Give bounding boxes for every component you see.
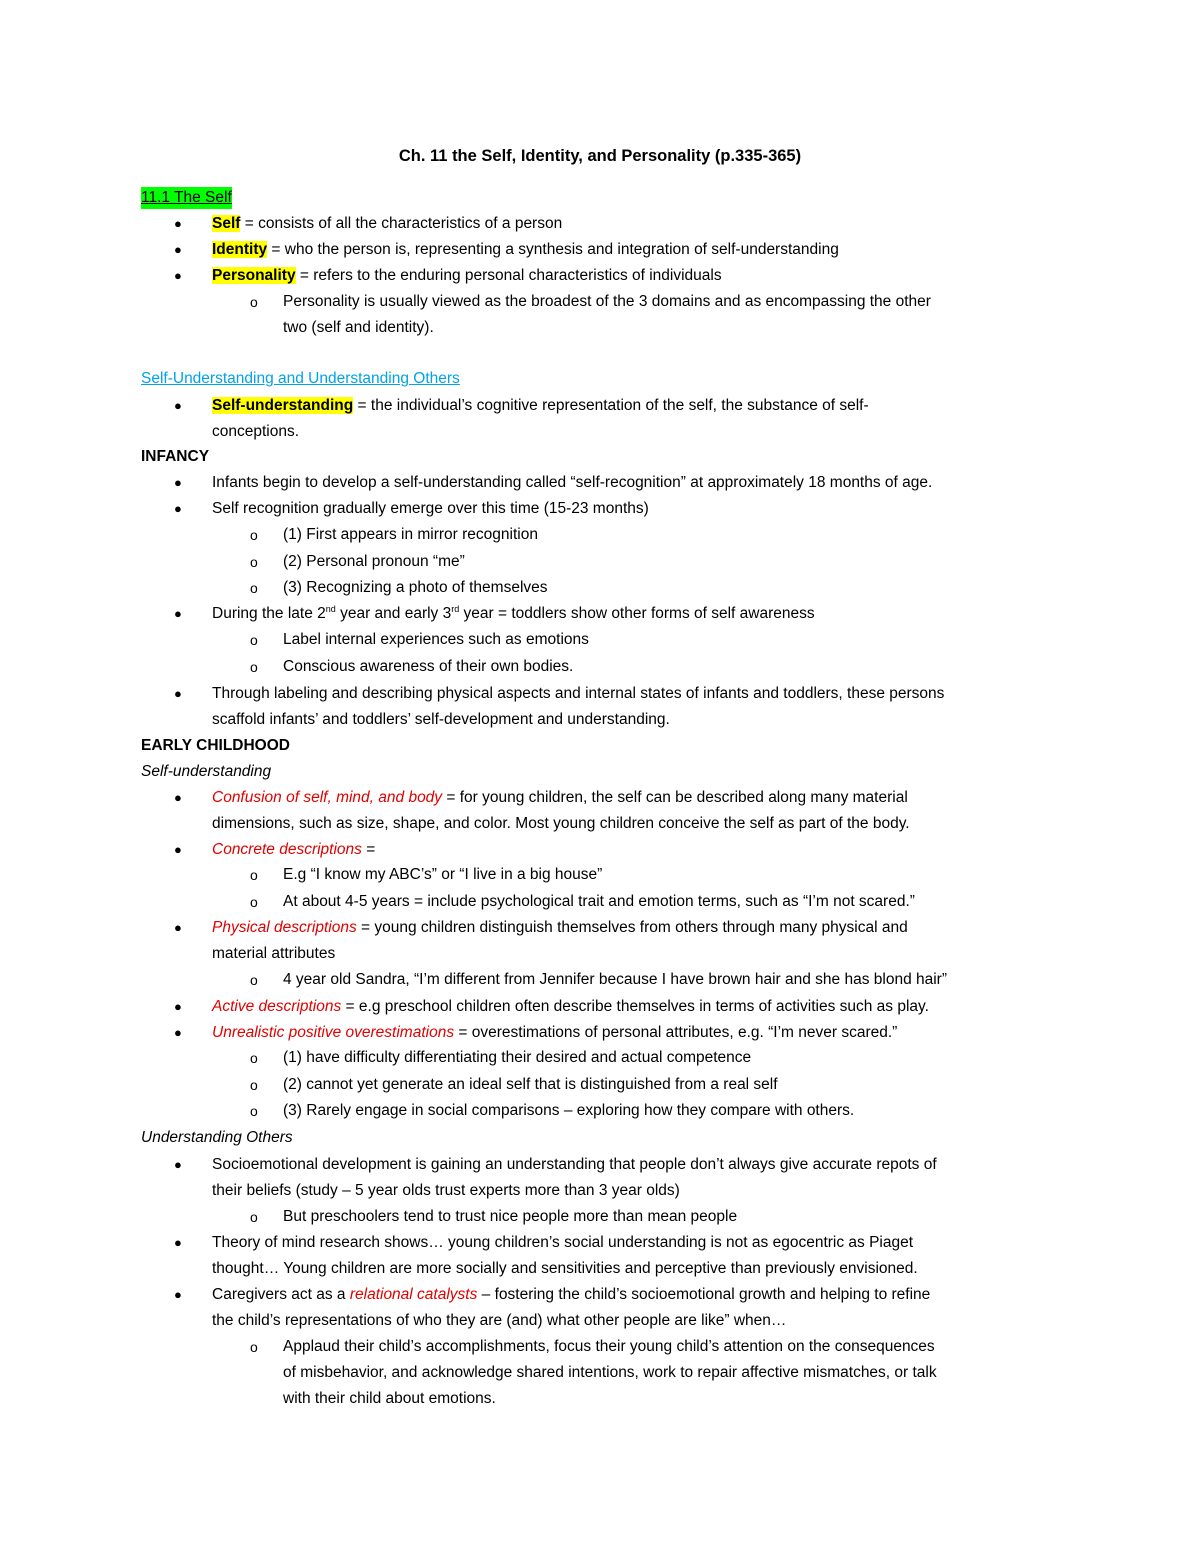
bullet-icon: ●	[174, 1287, 182, 1302]
circle-bullet-icon: o	[250, 632, 258, 648]
circle-bullet-icon: o	[250, 1077, 258, 1093]
page-title: Ch. 11 the Self, Identity, and Personality (p.335-365)	[398, 147, 802, 165]
list-item: ● Physical descriptions = young children distinguish themselves from others through many physical and	[0, 917, 1200, 939]
circle-bullet-icon: o	[250, 894, 258, 910]
list-item: ● Identity = who the person is, representing a synthesis and integration of self-understanding	[0, 239, 1200, 261]
infancy-heading: INFANCY	[141, 448, 210, 465]
list-item-cont: scaffold infants’ and toddlers’ self-development and understanding.	[212, 711, 670, 728]
bullet-icon: ●	[174, 242, 182, 257]
bullet-icon: ●	[174, 686, 182, 701]
sub-list-item-cont: two (self and identity).	[283, 319, 434, 336]
sub-list-item: o (3) Rarely engage in social comparisons – exploring how they compare with others.	[0, 1100, 1200, 1122]
list-item: ● Confusion of self, mind, and body = for young children, the self can be described along many material	[0, 787, 1200, 809]
sub-list-item-cont: of misbehavior, and acknowledge shared intentions, work to repair affective mismatches, or talk	[283, 1364, 937, 1381]
bullet-icon: ●	[174, 1235, 182, 1250]
circle-bullet-icon: o	[250, 1103, 258, 1119]
circle-bullet-icon: o	[250, 580, 258, 596]
sub-list-item: o Applaud their child’s accomplishments, focus their young child’s attention on the consequences	[0, 1336, 1200, 1358]
list-item: ● Caregivers act as a relational catalysts – fostering the child’s socioemotional growth and helping to refine	[0, 1284, 1200, 1306]
bullet-icon: ●	[174, 842, 182, 857]
bullet-icon: ●	[174, 475, 182, 490]
list-item: ● Self = consists of all the characteristics of a person	[0, 213, 1200, 235]
sub-list-item: o (1) First appears in mirror recognition	[0, 524, 1200, 546]
sub-list-item: o 4 year old Sandra, “I’m different from Jennifer because I have brown hair and she has blond hair”	[0, 969, 1200, 991]
list-item: ● Self-understanding = the individual’s cognitive representation of the self, the substance of self-	[0, 395, 1200, 417]
sub-list-item-cont: with their child about emotions.	[283, 1390, 496, 1407]
section-heading-self: 11.1 The Self	[0, 187, 1200, 209]
bullet-icon: ●	[174, 606, 182, 621]
bullet-icon: ●	[174, 216, 182, 231]
list-item: ● Through labeling and describing physical aspects and internal states of infants and toddlers, these persons	[0, 683, 1200, 705]
bullet-icon: ●	[174, 501, 182, 516]
circle-bullet-icon: o	[250, 554, 258, 570]
bullet-icon: ●	[174, 790, 182, 805]
sub-list-item: o Label internal experiences such as emotions	[0, 629, 1200, 651]
subheading-self-understanding: Self-understanding	[141, 763, 272, 780]
subheading-understanding-others: Understanding Others	[141, 1129, 293, 1146]
circle-bullet-icon: o	[250, 659, 258, 675]
list-item-cont: the child’s representations of who they are (and) what other people are like” when…	[212, 1312, 787, 1329]
sub-list-item: o (1) have difficulty differentiating their desired and actual competence	[0, 1047, 1200, 1069]
list-item: ● During the late 2nd year and early 3rd year = toddlers show other forms of self awareness	[0, 603, 1200, 625]
list-item-cont: their beliefs (study – 5 year olds trust experts more than 3 year olds)	[212, 1182, 680, 1199]
list-item-cont: dimensions, such as size, shape, and color. Most young children conceive the self as part of the body.	[212, 815, 910, 832]
bullet-icon: ●	[174, 920, 182, 935]
circle-bullet-icon: o	[250, 527, 258, 543]
sub-list-item: o (2) cannot yet generate an ideal self that is distinguished from a real self	[0, 1074, 1200, 1096]
list-item-cont: thought… Young children are more socially and sensitivities and perceptive than previously envisioned.	[212, 1260, 918, 1277]
list-item: ● Socioemotional development is gaining an understanding that people don’t always give accurate repots of	[0, 1154, 1200, 1176]
sub-list-item: o (2) Personal pronoun “me”	[0, 551, 1200, 573]
circle-bullet-icon: o	[250, 1339, 258, 1355]
list-item-cont: conceptions.	[212, 423, 300, 440]
list-item: ● Unrealistic positive overestimations = overestimations of personal attributes, e.g. “I’m never scared.”	[0, 1022, 1200, 1044]
sub-list-item: o (3) Recognizing a photo of themselves	[0, 577, 1200, 599]
circle-bullet-icon: o	[250, 867, 258, 883]
section-heading-self-understanding: Self-Understanding and Understanding Others	[141, 370, 460, 387]
circle-bullet-icon: o	[250, 294, 258, 310]
circle-bullet-icon: o	[250, 1050, 258, 1066]
circle-bullet-icon: o	[250, 972, 258, 988]
circle-bullet-icon: o	[250, 1209, 258, 1225]
bullet-icon: ●	[174, 1157, 182, 1172]
list-item: ● Infants begin to develop a self-understanding called “self-recognition” at approximately 18 months of age.	[0, 472, 1200, 494]
early-childhood-heading: EARLY CHILDHOOD	[141, 737, 290, 754]
list-item: ● Theory of mind research shows… young children’s social understanding is not as egocentric as Piaget	[0, 1232, 1200, 1254]
bullet-icon: ●	[174, 398, 182, 413]
sub-list-item: o Personality is usually viewed as the broadest of the 3 domains and as encompassing the other	[0, 291, 1200, 313]
list-item: ● Concrete descriptions =	[0, 839, 1200, 861]
list-item-cont: material attributes	[212, 945, 336, 962]
list-item: ● Personality = refers to the enduring personal characteristics of individuals	[0, 265, 1200, 287]
list-item: ● Active descriptions = e.g preschool children often describe themselves in terms of activities such as play.	[0, 996, 1200, 1018]
sub-list-item: o At about 4-5 years = include psychological trait and emotion terms, such as “I’m not scared.”	[0, 891, 1200, 913]
bullet-icon: ●	[174, 999, 182, 1014]
sub-list-item: o But preschoolers tend to trust nice people more than mean people	[0, 1206, 1200, 1228]
bullet-icon: ●	[174, 1025, 182, 1040]
list-item: ● Self recognition gradually emerge over this time (15-23 months)	[0, 498, 1200, 520]
sub-list-item: o Conscious awareness of their own bodies.	[0, 656, 1200, 678]
bullet-icon: ●	[174, 268, 182, 283]
sub-list-item: o E.g “I know my ABC’s” or “I live in a big house”	[0, 864, 1200, 886]
